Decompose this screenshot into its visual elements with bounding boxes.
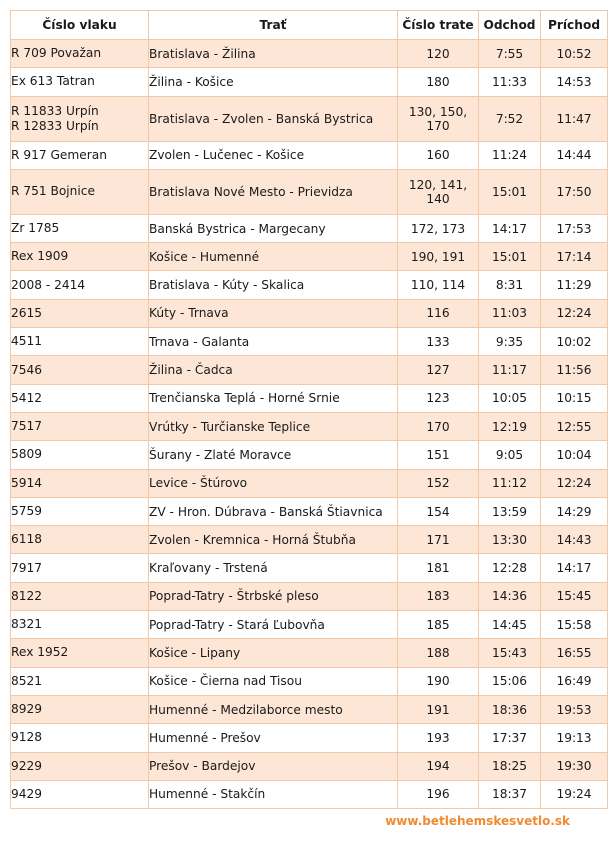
arrival-cell: 17:50 [541, 169, 608, 214]
track-number-cell: 171 [398, 526, 479, 554]
route-cell: Banská Bystrica - Margecany [149, 214, 398, 242]
departure-cell: 12:28 [479, 554, 541, 582]
arrival-cell: 11:47 [541, 96, 608, 141]
arrival-cell: 14:44 [541, 141, 608, 169]
route-cell: Poprad-Tatry - Štrbské pleso [149, 582, 398, 610]
arrival-cell: 19:53 [541, 695, 608, 723]
departure-cell: 7:55 [479, 40, 541, 68]
train-number-cell: R 709 Považan [11, 40, 149, 68]
track-number-cell-line: 140 [426, 191, 450, 206]
header-row [11, 11, 608, 40]
arrival-cell: 10:04 [541, 441, 608, 469]
track-number-cell: 110, 114 [398, 271, 479, 299]
header-route: Trať [149, 11, 398, 40]
header-departure: Odchod [479, 11, 541, 40]
departure-cell: 15:01 [479, 243, 541, 271]
timetable-body [11, 40, 608, 809]
track-number-cell: 160 [398, 141, 479, 169]
arrival-cell: 12:55 [541, 412, 608, 440]
train-number-cell: R 917 Gemeran [11, 141, 149, 169]
track-number-cell: 180 [398, 68, 479, 96]
track-number-cell: 123 [398, 384, 479, 412]
route-cell: Humenné - Medzilaborce mesto [149, 695, 398, 723]
arrival-cell: 14:29 [541, 497, 608, 525]
table-row [11, 780, 608, 808]
track-number-cell: 194 [398, 752, 479, 780]
route-cell: Zvolen - Lučenec - Košice [149, 141, 398, 169]
departure-cell: 10:05 [479, 384, 541, 412]
departure-cell: 12:19 [479, 412, 541, 440]
departure-cell: 18:37 [479, 780, 541, 808]
track-number-cell: 190 [398, 667, 479, 695]
table-row [11, 96, 608, 141]
train-number-cell: 6118 [11, 526, 149, 554]
departure-cell: 11:24 [479, 141, 541, 169]
departure-cell: 11:03 [479, 299, 541, 327]
arrival-cell: 16:55 [541, 639, 608, 667]
train-number-cell: 9429 [11, 780, 149, 808]
arrival-cell: 16:49 [541, 667, 608, 695]
track-number-cell [398, 96, 479, 141]
route-cell: Humenné - Prešov [149, 724, 398, 752]
route-cell: Žilina - Čadca [149, 356, 398, 384]
route-cell: Košice - Čierna nad Tisou [149, 667, 398, 695]
table-row [11, 526, 608, 554]
table-row [11, 356, 608, 384]
track-number-cell: 170 [398, 412, 479, 440]
route-cell: Košice - Lipany [149, 639, 398, 667]
route-cell: Bratislava - Žilina [149, 40, 398, 68]
route-cell: Humenné - Stakčín [149, 780, 398, 808]
route-cell: Vrútky - Turčianske Teplice [149, 412, 398, 440]
route-cell: Bratislava - Zvolen - Banská Bystrica [149, 96, 398, 141]
track-number-cell: 183 [398, 582, 479, 610]
train-number-cell: 2008 - 2414 [11, 271, 149, 299]
track-number-cell-line: 170 [426, 118, 450, 133]
track-number-cell: 116 [398, 299, 479, 327]
train-number-cell: 5759 [11, 497, 149, 525]
table-row [11, 582, 608, 610]
departure-cell: 14:17 [479, 214, 541, 242]
departure-cell: 14:36 [479, 582, 541, 610]
train-number-cell: Rex 1909 [11, 243, 149, 271]
table-row [11, 639, 608, 667]
table-row [11, 328, 608, 356]
track-number-cell: 154 [398, 497, 479, 525]
arrival-cell: 17:14 [541, 243, 608, 271]
track-number-cell: 172, 173 [398, 214, 479, 242]
train-number-cell: Rex 1952 [11, 639, 149, 667]
track-number-cell: 193 [398, 724, 479, 752]
track-number-cell: 133 [398, 328, 479, 356]
table-row [11, 299, 608, 327]
train-number-cell: 7517 [11, 412, 149, 440]
arrival-cell: 10:52 [541, 40, 608, 68]
departure-cell: 11:12 [479, 469, 541, 497]
track-number-cell: 152 [398, 469, 479, 497]
departure-cell: 9:05 [479, 441, 541, 469]
route-cell: Trnava - Galanta [149, 328, 398, 356]
route-cell: Poprad-Tatry - Stará Ľubovňa [149, 611, 398, 639]
arrival-cell: 12:24 [541, 299, 608, 327]
train-number-cell: 8321 [11, 611, 149, 639]
route-cell: Bratislava - Kúty - Skalica [149, 271, 398, 299]
train-number-cell: 5809 [11, 441, 149, 469]
track-number-cell: 127 [398, 356, 479, 384]
table-row [11, 695, 608, 723]
table-row [11, 384, 608, 412]
departure-cell: 13:30 [479, 526, 541, 554]
table-row [11, 752, 608, 780]
train-number-cell: 8929 [11, 695, 149, 723]
departure-cell: 15:01 [479, 169, 541, 214]
track-number-cell: 185 [398, 611, 479, 639]
arrival-cell: 19:30 [541, 752, 608, 780]
departure-cell: 13:59 [479, 497, 541, 525]
table-row [11, 441, 608, 469]
train-number-cell: 2615 [11, 299, 149, 327]
table-row [11, 141, 608, 169]
train-number-cell: 4511 [11, 328, 149, 356]
table-row [11, 271, 608, 299]
train-timetable [10, 10, 608, 809]
train-number-cell: 9128 [11, 724, 149, 752]
table-row [11, 214, 608, 242]
departure-cell: 15:06 [479, 667, 541, 695]
route-cell: Prešov - Bardejov [149, 752, 398, 780]
departure-cell: 14:45 [479, 611, 541, 639]
route-cell: ZV - Hron. Dúbrava - Banská Štiavnica [149, 497, 398, 525]
train-number-cell: 5914 [11, 469, 149, 497]
track-number-cell: 181 [398, 554, 479, 582]
departure-cell: 11:33 [479, 68, 541, 96]
route-cell: Kraľovany - Trstená [149, 554, 398, 582]
track-number-cell [398, 169, 479, 214]
website-link[interactable]: www.betlehemskesvetlo.sk [385, 814, 570, 828]
departure-cell: 9:35 [479, 328, 541, 356]
header-train-number: Číslo vlaku [11, 11, 149, 40]
arrival-cell: 14:17 [541, 554, 608, 582]
route-cell: Trenčianska Teplá - Horné Srnie [149, 384, 398, 412]
track-number-cell: 120 [398, 40, 479, 68]
table-row [11, 554, 608, 582]
track-number-cell-line: 130, 150, [408, 104, 468, 119]
route-cell: Kúty - Trnava [149, 299, 398, 327]
departure-cell: 15:43 [479, 639, 541, 667]
route-cell: Košice - Humenné [149, 243, 398, 271]
route-cell: Levice - Štúrovo [149, 469, 398, 497]
table-row [11, 497, 608, 525]
train-number-cell-line: R 12833 Urpín [11, 118, 99, 133]
table-row [11, 40, 608, 68]
table-row [11, 412, 608, 440]
route-cell: Bratislava Nové Mesto - Prievidza [149, 169, 398, 214]
departure-cell: 11:17 [479, 356, 541, 384]
track-number-cell: 191 [398, 695, 479, 723]
departure-cell: 7:52 [479, 96, 541, 141]
arrival-cell: 11:29 [541, 271, 608, 299]
table-row [11, 169, 608, 214]
track-number-cell: 188 [398, 639, 479, 667]
arrival-cell: 19:13 [541, 724, 608, 752]
route-cell: Šurany - Zlaté Moravce [149, 441, 398, 469]
table-row [11, 724, 608, 752]
arrival-cell: 15:58 [541, 611, 608, 639]
train-number-cell: 7917 [11, 554, 149, 582]
track-number-cell: 196 [398, 780, 479, 808]
arrival-cell: 14:43 [541, 526, 608, 554]
train-number-cell-line: R 11833 Urpín [11, 103, 99, 118]
table-row [11, 68, 608, 96]
route-cell: Žilina - Košice [149, 68, 398, 96]
train-number-cell [11, 96, 149, 141]
departure-cell: 18:25 [479, 752, 541, 780]
route-cell: Zvolen - Kremnica - Horná Štubňa [149, 526, 398, 554]
arrival-cell: 10:15 [541, 384, 608, 412]
train-number-cell: Zr 1785 [11, 214, 149, 242]
header-track-number: Číslo trate [398, 11, 479, 40]
table-row [11, 611, 608, 639]
track-number-cell: 151 [398, 441, 479, 469]
departure-cell: 17:37 [479, 724, 541, 752]
header-arrival: Príchod [541, 11, 608, 40]
departure-cell: 8:31 [479, 271, 541, 299]
train-number-cell: 8521 [11, 667, 149, 695]
table-row [11, 667, 608, 695]
train-number-cell: 8122 [11, 582, 149, 610]
table-row [11, 243, 608, 271]
train-number-cell: 9229 [11, 752, 149, 780]
arrival-cell: 17:53 [541, 214, 608, 242]
train-number-cell: R 751 Bojnice [11, 169, 149, 214]
train-number-cell: 7546 [11, 356, 149, 384]
departure-cell: 18:36 [479, 695, 541, 723]
arrival-cell: 19:24 [541, 780, 608, 808]
table-row [11, 469, 608, 497]
arrival-cell: 11:56 [541, 356, 608, 384]
arrival-cell: 10:02 [541, 328, 608, 356]
track-number-cell: 190, 191 [398, 243, 479, 271]
track-number-cell-line: 120, 141, [408, 177, 468, 192]
arrival-cell: 15:45 [541, 582, 608, 610]
train-number-cell: Ex 613 Tatran [11, 68, 149, 96]
train-number-cell: 5412 [11, 384, 149, 412]
arrival-cell: 14:53 [541, 68, 608, 96]
arrival-cell: 12:24 [541, 469, 608, 497]
